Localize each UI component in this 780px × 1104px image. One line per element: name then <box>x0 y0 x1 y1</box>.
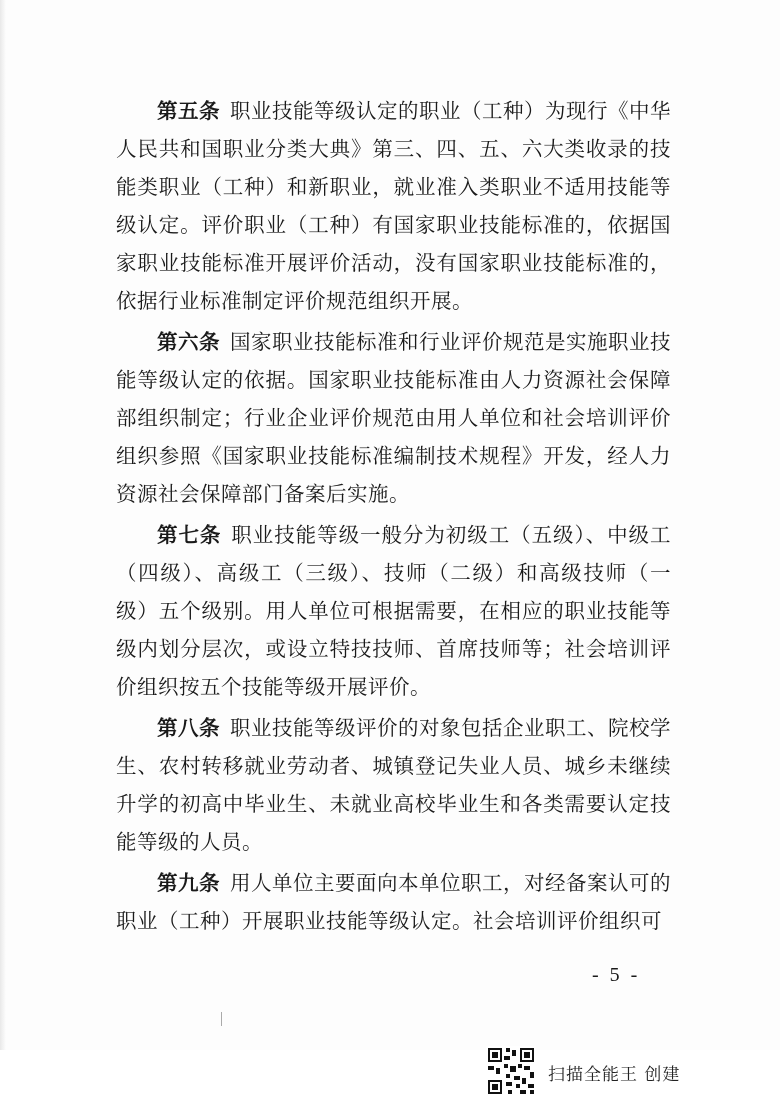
article-7-paragraph <box>116 516 671 706</box>
article-7-text: 职业技能等级一般分为初级工（五级）、中级工（四级）、高级工（三级）、技师（二级）和高级技师（一级）五个级别。用人单位可根据需要，在相应的职业技能等级内划分层次，或设立特技技师、首席技师等；社会培训评价组织按五个技能等级开展评价。 <box>116 523 672 699</box>
scan-edge-shadow <box>0 0 6 1050</box>
article-8-text: 职业技能等级评价的对象包括企业职工、院校学生、农村转移就业劳动者、城镇登记失业人员、城乡未继续升学的初高中毕业生、未就业高校毕业生和各类需要认定技能等级的人员。 <box>116 716 671 854</box>
article-8-heading: 第八条 <box>157 716 220 740</box>
scanner-watermark-text: 扫描全能王 创建 <box>548 1065 681 1085</box>
article-5-text: 职业技能等级认定的职业（工种）为现行《中华人民共和国职业分类大典》第三、四、五、六大类收录的技能类职业（工种）和新职业，就业准入类职业不适用技能等级认定。评价职业（工种）有国家职业技能标准的，依据国家职业技能标准开展评价活动，没有国家职业技能标准的，依据行业标准制定评价规范组织开展。 <box>116 99 671 313</box>
scan-artifact-mark <box>221 1012 222 1026</box>
article-9-text: 用人单位主要面向本单位职工，对经备案认可的职业（工种）开展职业技能等级认定。社会培训评价组织可 <box>116 871 671 933</box>
article-6-heading: 第六条 <box>157 330 220 354</box>
article-6-text: 国家职业技能标准和行业评价规范是实施职业技能等级认定的依据。国家职业技能标准由人力资源社会保障部组织制定；行业企业评价规范由用人单位和社会培训评价组织参照《国家职业技能标准编制技术规程》开发，经人力资源社会保障部门备案后实施。 <box>116 330 671 506</box>
article-7-heading: 第七条 <box>157 523 222 547</box>
page-number: - 5 - <box>592 964 641 986</box>
article-9-paragraph <box>116 864 671 940</box>
article-8-paragraph <box>116 709 671 861</box>
article-5-heading: 第五条 <box>157 99 220 123</box>
qr-code-icon <box>486 1046 536 1096</box>
article-9-heading: 第九条 <box>157 871 220 895</box>
article-5-paragraph <box>116 92 671 320</box>
document-body <box>116 92 671 943</box>
article-6-paragraph <box>116 323 671 513</box>
